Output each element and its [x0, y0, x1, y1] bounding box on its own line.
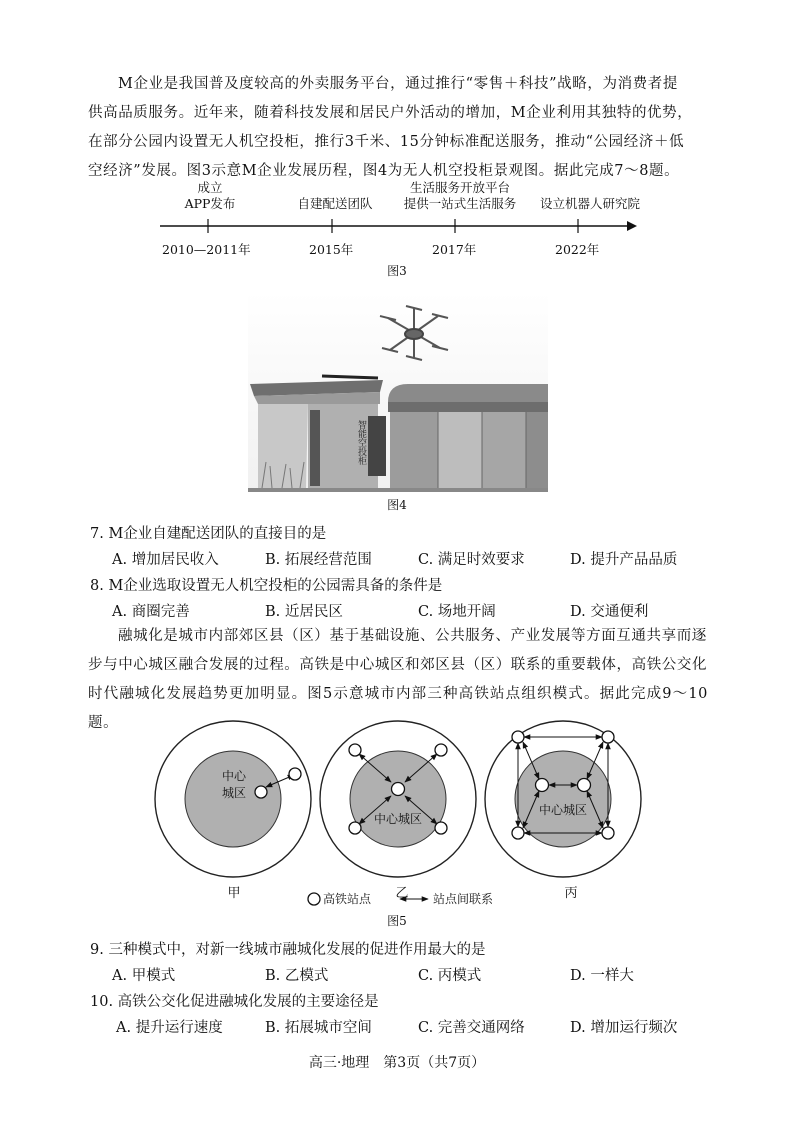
figure-4-photo: [248, 292, 548, 492]
intro2-line3: 时代融城化发展趋势更加明显。图5示意城市内部三种高铁站点组织模式。据此完成9～10题。: [88, 686, 708, 731]
question-9-option-a[interactable]: A. 甲模式: [112, 968, 176, 984]
question-10-stem: 10. 高铁公交化促进融城化发展的主要途径是: [90, 994, 379, 1010]
question-10-option-b[interactable]: B. 拓展城市空间: [265, 1020, 372, 1036]
timeline-event-3a: 生活服务开放平台: [409, 180, 510, 195]
mode-label-jia: 甲: [227, 886, 241, 901]
station-node: [435, 744, 447, 756]
timeline-year-4: 2022年: [555, 242, 600, 257]
station-node: [289, 768, 301, 780]
figure-3-caption: 图3: [387, 264, 407, 278]
station-node: [349, 822, 361, 834]
kiosk-sign-text: 智能空投柜: [356, 420, 366, 465]
question-7-option-b[interactable]: B. 拓展经营范围: [265, 552, 372, 568]
question-8-option-b[interactable]: B. 近居民区: [265, 604, 343, 620]
station-node: [602, 731, 614, 743]
timeline-arrowhead: [627, 221, 637, 231]
jia-center-label-a: 中心: [221, 769, 247, 783]
question-8-option-a[interactable]: A. 商圈完善: [112, 604, 190, 620]
kiosk-body-right: [368, 384, 548, 488]
question-9-option-c[interactable]: C. 丙模式: [418, 968, 482, 984]
mode-yi-diagram: [320, 721, 476, 877]
intro1-line1: M企业是我国普及度较高的外卖服务平台，通过推行“零售＋科技”战略，为消费者提: [118, 76, 678, 92]
question-8-option-d[interactable]: D. 交通便利: [570, 604, 649, 620]
station-node: [392, 783, 405, 796]
question-10-option-c[interactable]: C. 完善交通网络: [418, 1020, 525, 1036]
timeline-event-2: 自建配送团队: [297, 196, 373, 211]
intro1-line2: 供高品质服务。近年来，随着科技发展和居民户外活动的增加，M企业利用其独特的优势，: [88, 105, 693, 121]
station-node: [512, 827, 524, 839]
question-8-stem: 8. M企业选取设置无人机空投柜的公园需具备的条件是: [90, 578, 443, 594]
question-7-stem: 7. M企业自建配送团队的直接目的是: [90, 526, 327, 542]
station-node: [602, 827, 614, 839]
intro1-line4: 空经济”发展。图3示意M企业发展历程，图4为无人机空投柜景观图。据此完成7～8题。: [88, 163, 680, 179]
question-8-option-c[interactable]: C. 场地开阔: [418, 604, 496, 620]
question-7-option-c[interactable]: C. 满足时效要求: [418, 552, 525, 568]
figure-4-caption: 图4: [387, 498, 407, 512]
legend-link-label: 站点间联系: [433, 892, 494, 906]
intro-paragraph-1: [88, 70, 708, 186]
question-7-option-d[interactable]: D. 提升产品品质: [570, 552, 678, 568]
timeline-event-4: 设立机器人研究院: [539, 196, 640, 211]
question-10-option-a[interactable]: A. 提升运行速度: [116, 1020, 223, 1036]
station-node: [255, 786, 267, 798]
timeline-year-2: 2015年: [309, 242, 354, 257]
station-node: [435, 822, 447, 834]
intro2-line1: 融城化是城市内部郊区县（区）基于基础设施、公共服务、产业发展等方面互通共享而逐: [118, 628, 707, 644]
question-9-option-d[interactable]: D. 一样大: [570, 968, 634, 984]
figure-5-diagram: [150, 712, 650, 912]
intro1-line3: 在部分公园内设置无人机空投柜，推行3千米、15分钟标准配送服务，推动“公园经济＋低: [88, 134, 685, 150]
question-7-option-a[interactable]: A. 增加居民收入: [112, 552, 219, 568]
mode-bing-diagram: [485, 721, 641, 877]
intro2-line2: 步与中心城区融合发展的过程。高铁是中心城区和郊区县（区）联系的重要载体，高铁公交化: [88, 657, 708, 673]
mode-label-yi: 乙: [395, 886, 409, 901]
station-node: [578, 779, 591, 792]
timeline-event-1a: 成立: [197, 180, 223, 195]
question-9-stem: 9. 三种模式中，对新一线城市融城化发展的促进作用最大的是: [90, 942, 486, 958]
timeline-axis: [150, 215, 650, 237]
legend-station-label: 高铁站点: [323, 892, 372, 906]
page-footer: 高三·地理 第3页（共7页）: [308, 1055, 486, 1071]
station-node: [349, 744, 361, 756]
station-node: [536, 779, 549, 792]
mode-jia-diagram: [155, 721, 311, 877]
figure-5-caption: 图5: [387, 914, 407, 928]
timeline-event-3b: 提供一站式生活服务: [403, 196, 517, 211]
mode-label-bing: 丙: [564, 886, 578, 901]
question-10-option-d[interactable]: D. 增加运行频次: [570, 1020, 678, 1036]
legend-station-icon: [308, 893, 320, 905]
bing-center-label: 中心城区: [538, 803, 588, 817]
timeline-year-3: 2017年: [432, 242, 477, 257]
station-node: [512, 731, 524, 743]
drone-kiosk-illustration: [248, 292, 548, 492]
jia-center-label-b: 城区: [221, 786, 247, 800]
figure-5-legend: [300, 888, 510, 910]
timeline-event-1b: APP发布: [184, 196, 236, 211]
timeline-year-1: 2010—2011年: [162, 242, 251, 257]
question-9-option-b[interactable]: B. 乙模式: [265, 968, 329, 984]
yi-center-label: 中心城区: [373, 812, 423, 826]
